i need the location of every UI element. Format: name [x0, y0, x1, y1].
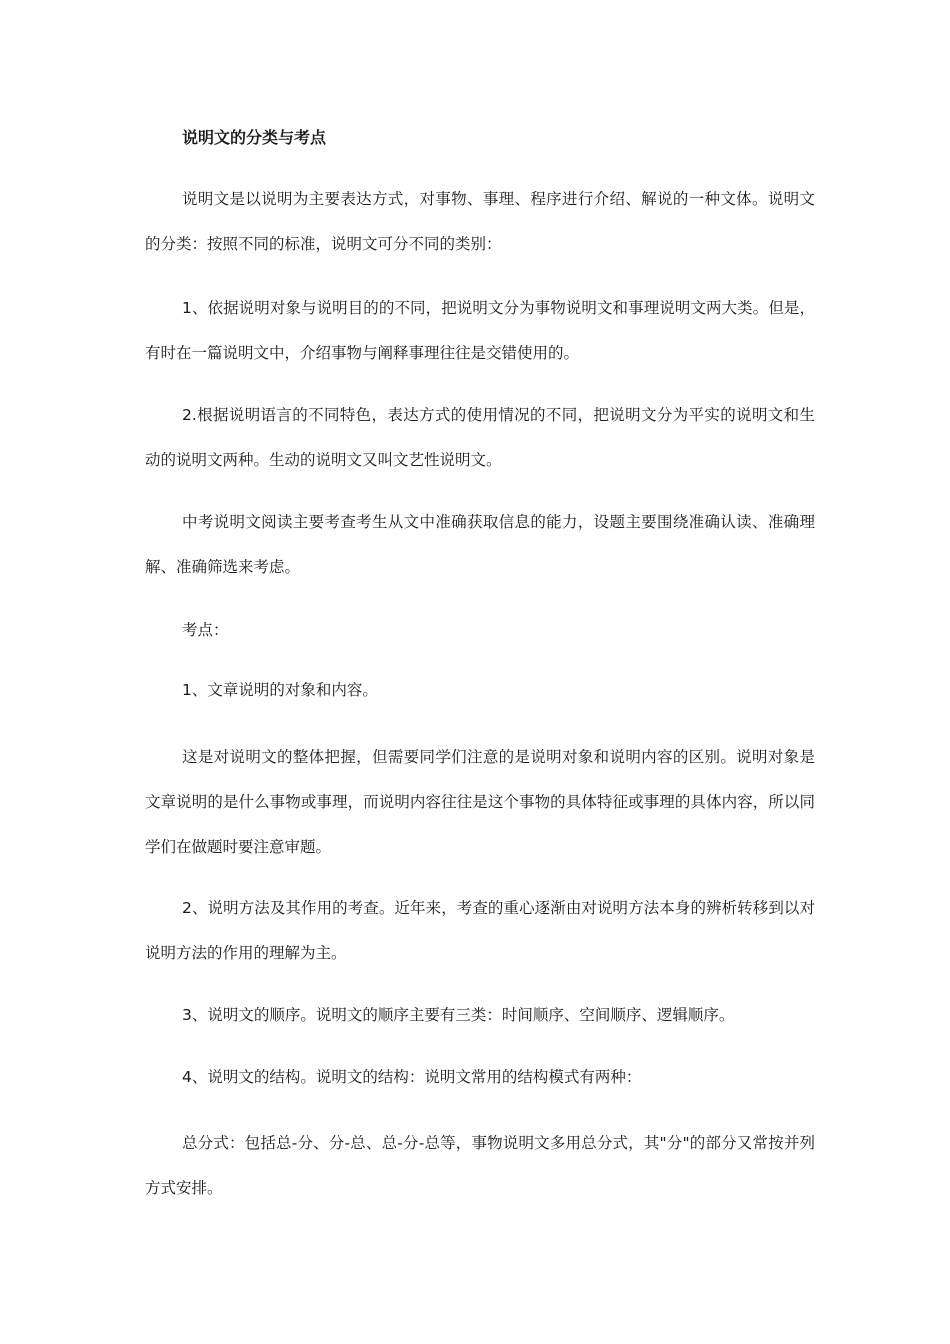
paragraph-exam-focus: 中考说明文阅读主要考查考生从文中准确获取信息的能力，设题主要围绕准确认读、准确理解、准确筛选来考虑。	[145, 513, 815, 576]
paragraph-category-1: 1、依据说明对象与说明目的的不同，把说明文分为事物说明文和事理说明文两大类。但是，有时在一篇说明文中，介绍事物与阐释事理往往是交错使用的。	[145, 299, 815, 362]
paragraph-point-3: 3、说明文的顺序。说明文的顺序主要有三类：时间顺序、空间顺序、逻辑顺序。	[182, 1006, 735, 1024]
paragraph-exam-points-heading: 考点：	[182, 621, 229, 639]
paragraph-structure-total-part: 总分式：包括总-分、分-总、总-分-总等，事物说明文多用总分式，其"分"的部分又常按并列方式安排。	[145, 1134, 815, 1197]
paragraph-point-2: 2、说明方法及其作用的考查。近年来，考查的重心逐渐由对说明方法本身的辨析转移到以对说明方法的作用的理解为主。	[145, 899, 815, 962]
paragraph-definition: 说明文是以说明为主要表达方式，对事物、事理、程序进行介绍、解说的一种文体。说明文的分类：按照不同的标准，说明文可分不同的类别：	[145, 190, 815, 253]
document-title: 说明文的分类与考点	[182, 128, 327, 147]
paragraph-point-4: 4、说明文的结构。说明文的结构：说明文常用的结构模式有两种：	[182, 1068, 642, 1086]
paragraph-category-2: 2.根据说明语言的不同特色，表达方式的使用情况的不同，把说明文分为平实的说明文和生动的说明文两种。生动的说明文又叫文艺性说明文。	[145, 406, 815, 469]
paragraph-point-1-detail: 这是对说明文的整体把握，但需要同学们注意的是说明对象和说明内容的区别。说明对象是文章说明的是什么事物或事理，而说明内容往往是这个事物的具体特征或事理的具体内容，所以同学们在做题时要注意审题。	[145, 748, 815, 856]
paragraph-point-1: 1、文章说明的对象和内容。	[182, 681, 378, 699]
